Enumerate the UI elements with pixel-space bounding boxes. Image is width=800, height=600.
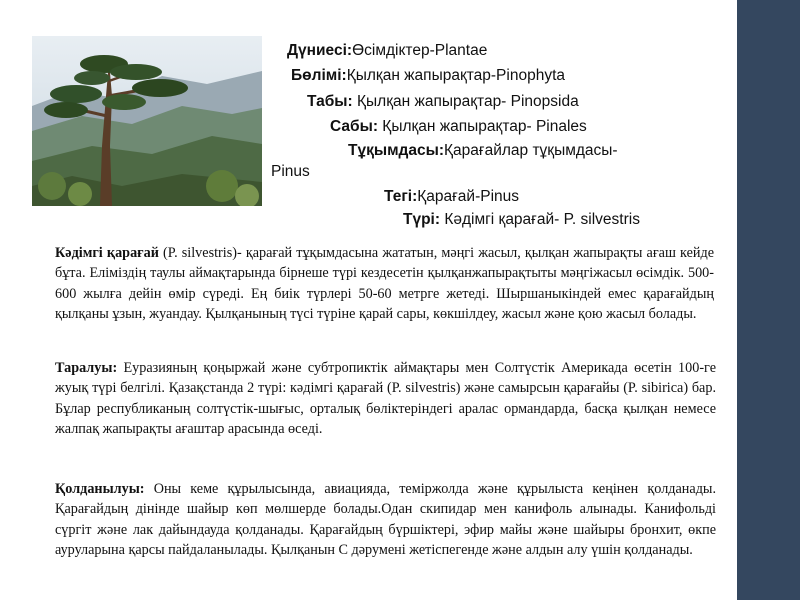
taxonomy-division: Бөлімі:Қылқан жапырақтар-Pinophyta — [291, 67, 565, 84]
taxonomy-order: Сабы: Қылқан жапырақтар- Pinales — [330, 118, 587, 135]
taxonomy-block — [0, 0, 737, 240]
taxonomy-family: Тұқымдасы:Қарағайлар тұқымдасы- — [348, 142, 618, 159]
taxonomy-genus: Тегі:Қарағай-Pinus — [384, 188, 520, 205]
taxonomy-species: Түрі: Кәдімгі қарағай- P. silvestris — [403, 211, 640, 228]
description-term: Кәдімгі қарағай — [55, 245, 159, 261]
distribution-paragraph: Таралуы: Еуразияның қоңыржай және субтропиктік аймақтары мен Солтүстік Америкада өсетін 100-ге жуық түрі белгілі. Қазақстанда 2 түрі: кәдімгі қарағай (P. silvestris) және самырсын қарағайы (P. sibirica) бар. Бұлар республиканың солтүстік-шығыс, орталық бөліктеріндегі аралас ормандарда, басқа қылқан немесе жалпақ жапырақты ағаштар арасында өседі. — [55, 360, 716, 437]
distribution-heading: Таралуы: — [55, 360, 118, 376]
decorative-side-bar — [737, 0, 800, 600]
usage-paragraph: Қолданылуы: Оны кеме құрылысында, авиацияда, теміржолда және құрылыста кеңінен қолданады. Қарағайдың дінінде шайыр көп мөлшерде болады.Одан скипидар мен канифоль алынады. Канифольді сүргіт және лак дайындауда қолданады. Қарағайдың бүршіктері, эфир майы және шайыры бронхит, өкпе ауруларына қарсы пайдаланылады. Қылқанын С дәрумені жетіспегенде және алдын алу үшін қолданады. — [55, 481, 716, 558]
usage-heading: Қолданылуы: — [55, 481, 145, 497]
taxonomy-kingdom: Дүниесі:Өсімдіктер-Plantae — [287, 42, 488, 59]
taxonomy-class: Табы: Қылқан жапырақтар- Pinopsida — [307, 93, 579, 110]
description-paragraph: Кәдімгі қарағай (P. silvestris)- қарағай тұқымдасына жататын, мәңгі жасыл, қылқан жапырақты ағаш кейде бұта. Еліміздің таулы аймақтарында бірнеше түрі кездесетін қылқанжапырақтыты мәңгіжасыл өсімдік. 500-600 жылға дейін өмір сүреді. Ең биік түрлері 50-60 метрге жетеді. Шыршаныкіндей емес қарағайдың қылқаны ұзын, жуандау. Қылқанының түсі түріне қарай сары, көкшілдеу, жасыл және қою жасыл болады. — [55, 245, 714, 322]
taxonomy-family-latin: Pinus — [271, 163, 310, 180]
